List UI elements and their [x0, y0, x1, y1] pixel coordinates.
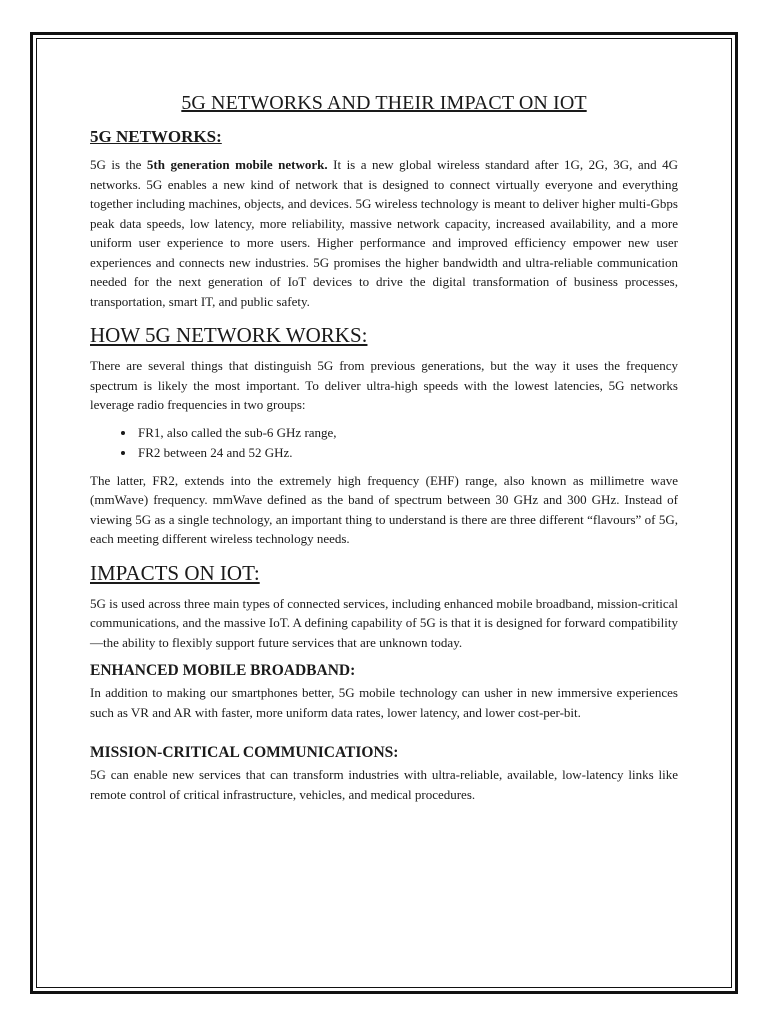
subheading-enhanced-mobile-broadband: ENHANCED MOBILE BROADBAND:	[90, 662, 356, 679]
section-heading-impacts-iot: IMPACTS ON IOT:	[90, 560, 260, 585]
section-heading-5g-networks: 5G NETWORKS:	[90, 127, 222, 146]
intro-rest: It is a new global wireless standard after 1G, 2G, 3G, and 4G networks. 5G enables a new kind of network that is designed to connect virtually everyone and everything together including machines, objects, and devices. 5G wireless technology is meant to deliver higher multi-Gbps peak data speeds, low latency, more reliability, massive network capacity, increased availability, and a more uniform user experience to more users. Higher performance and improved efficiency empower new user experiences and connects new industries. 5G promises the higher bandwidth and ultra-reliable communication needed for the next generation of IoT devices to drive the digital transformation of business processes, transportation, smart IT, and public safety.	[90, 157, 678, 309]
paragraph-impacts-1: 5G is used across three main types of connected services, including enhanced mobile broadband, mission-critical communications, and the massive IoT. A defining capability of 5G is that it is designed for forward compatibility—the ability to flexibly support future services that are unknown today.	[90, 595, 678, 650]
document-body	[90, 92, 678, 804]
subheading-mission-critical: MISSION-CRITICAL COMMUNICATIONS:	[90, 744, 399, 761]
frequency-bullet-list	[90, 423, 678, 463]
section-heading-how-5g-works: HOW 5G NETWORK WORKS:	[90, 323, 368, 347]
intro-bold-term: 5th generation mobile network.	[146, 157, 328, 172]
paragraph-how-works-2: The latter, FR2, extends into the extremely high frequency (EHF) range, also known as millimetre wave (mmWave) frequency. mmWave defined as the band of spectrum between 30 GHz and 300 GHz. Instead of viewing 5G as a single technology, an important thing to understand is there are three different “flavours” of 5G, each meeting different wireless technology needs.	[90, 472, 678, 546]
paragraph-mission-critical: 5G can enable new services that can transform industries with ultra-reliable, available, low-latency links like remote control of critical infrastructure, vehicles, and medical procedures.	[90, 767, 678, 802]
list-item: • FR1, also called the sub-6 GHz range,	[136, 423, 678, 443]
document-title: 5G NETWORKS AND THEIR IMPACT ON IOT	[181, 92, 587, 114]
list-item: • FR2 between 24 and 52 GHz.	[136, 443, 678, 463]
paragraph-5g-intro	[90, 155, 678, 311]
paragraph-enhanced-mobile-broadband: In addition to making our smartphones better, 5G mobile technology can usher in new immersive experiences such as VR and AR with faster, more uniform data rates, lower latency, and lower cost-per-bit.	[90, 685, 678, 720]
intro-prefix: 5G is the	[90, 157, 147, 172]
paragraph-how-works-1: There are several things that distinguish 5G from previous generations, but the way it uses the frequency spectrum is likely the most important. To deliver ultra-high speeds with the lowest latencies, 5G networks leverage radio frequencies in two groups:	[90, 358, 678, 412]
